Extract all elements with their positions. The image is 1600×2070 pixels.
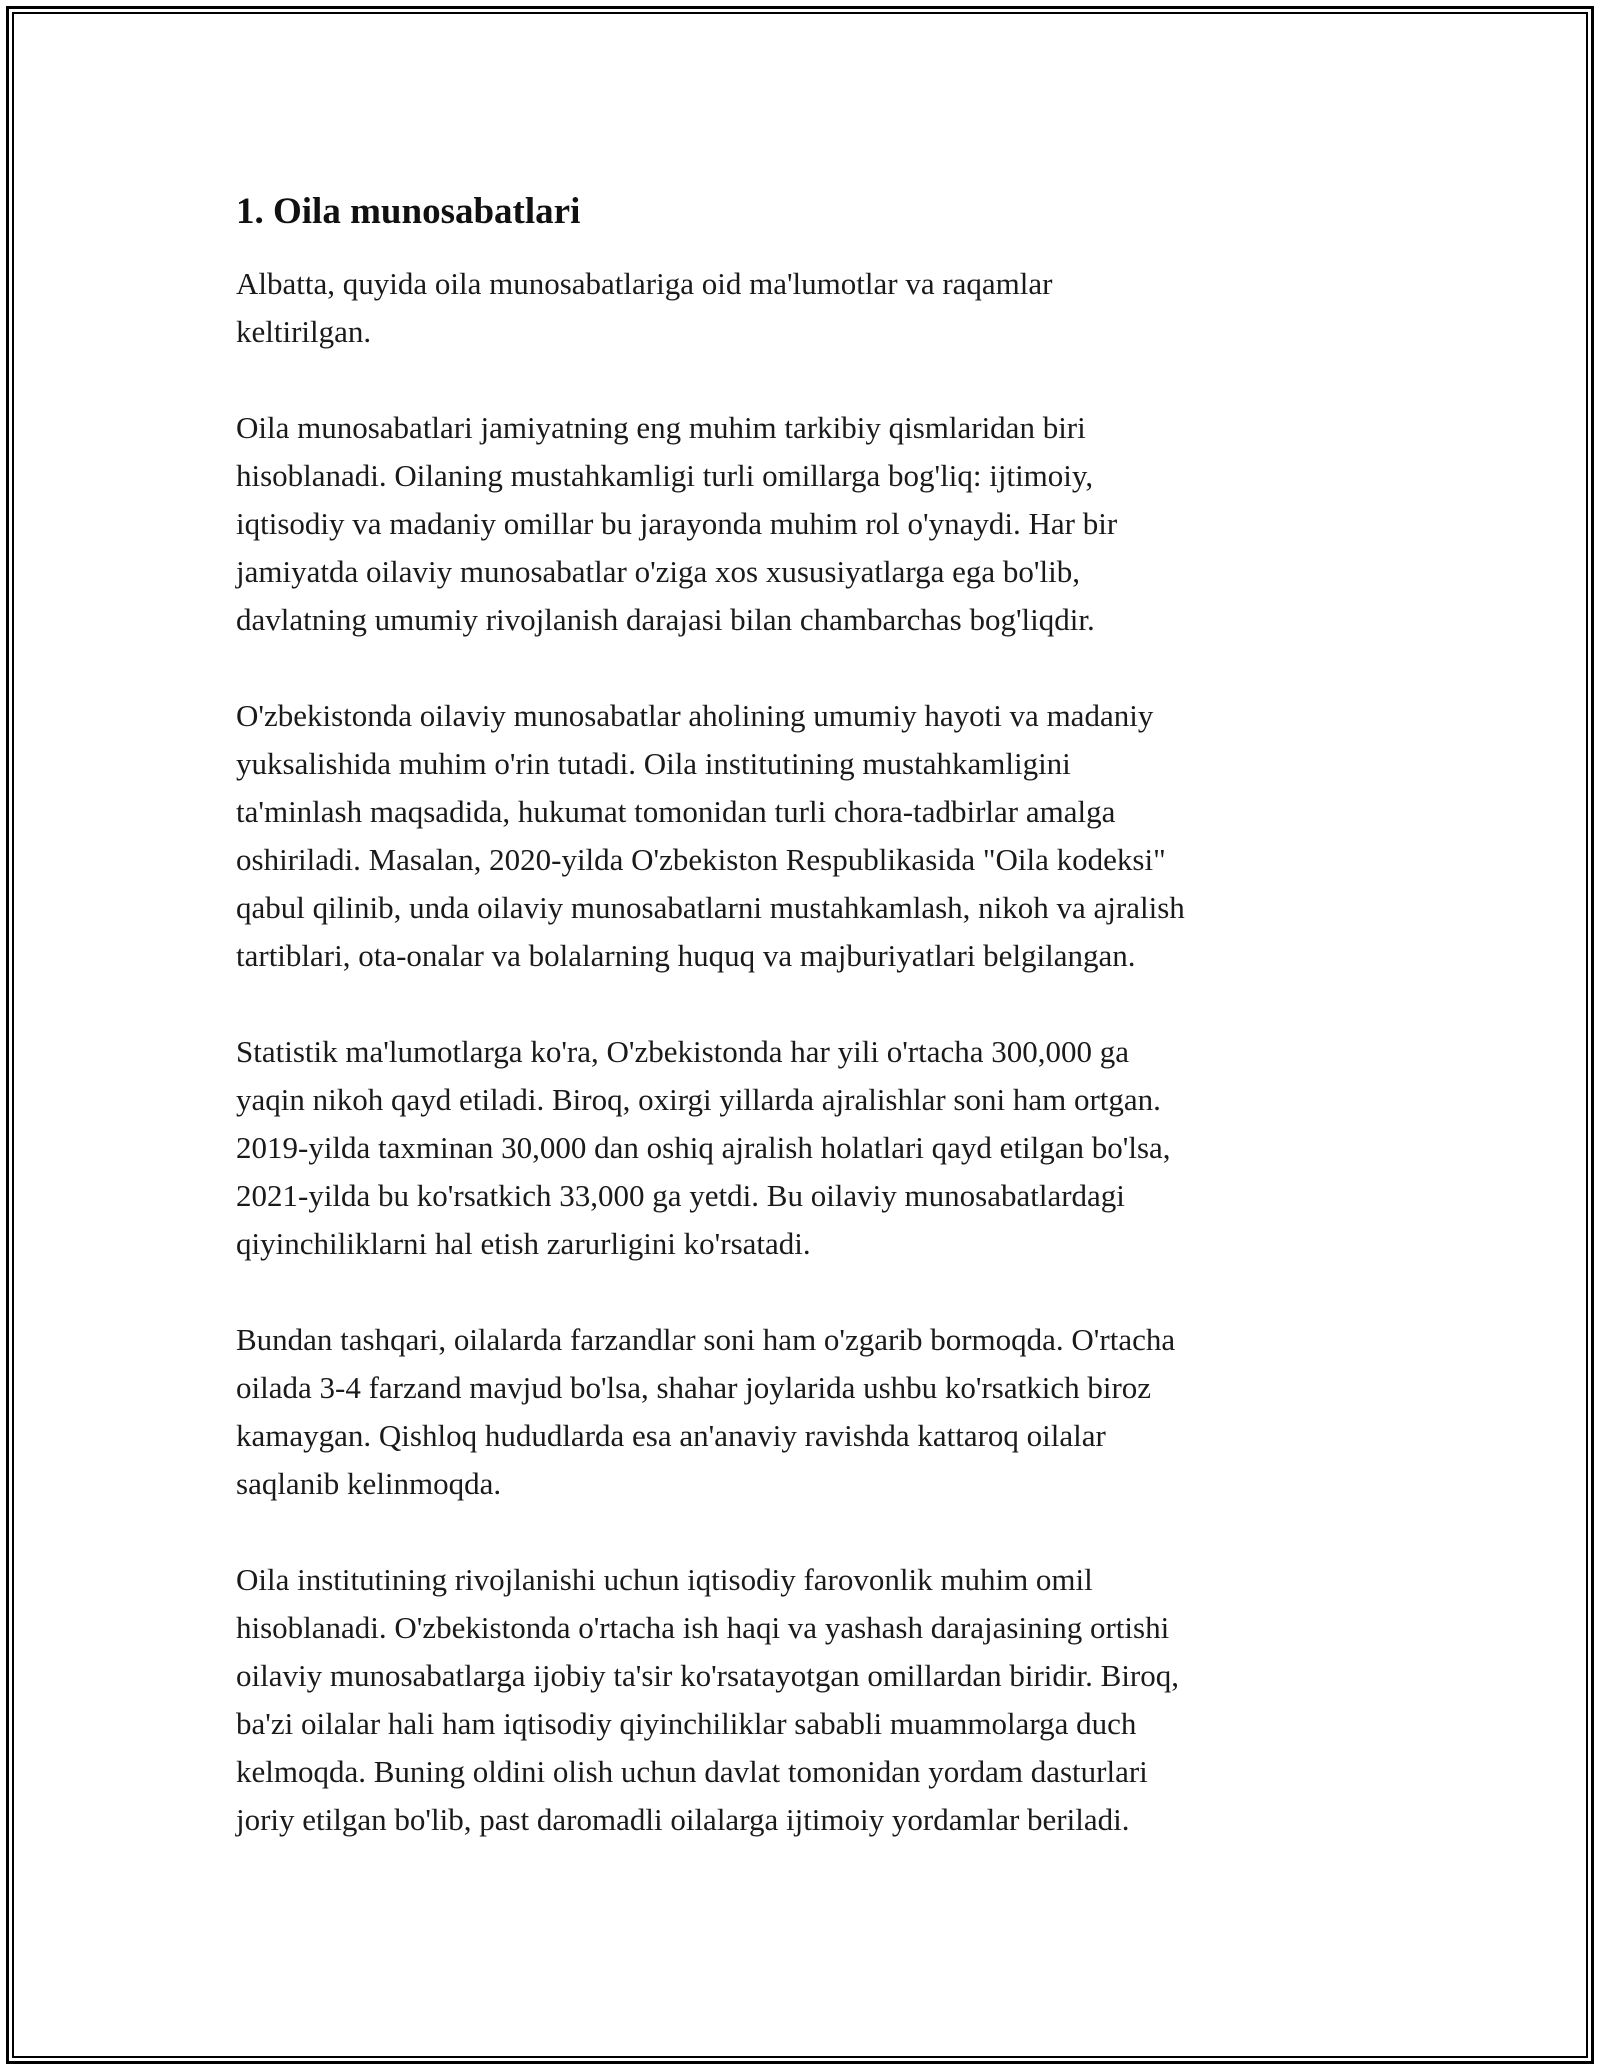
section-heading: 1. Oila munosabatlari [236, 191, 581, 232]
paragraph-family-relations: Oila munosabatlari jamiyatning eng muhim tarkibiy qismlaridan biri hisoblanadi. Oilaning mustahkamligi turli omillarga bog'liq: ijtimoiy, iqtisodiy va madaniy omillar bu jarayonda muhim rol o'ynaydi. Har bir jamiyatda oilaviy munosabatlar o'ziga xos xususiyatlarga ega bo'lib, davlatning umumiy rivojlanish darajasi bilan chambarchas bog'liqdir. [236, 410, 1118, 637]
paragraph-economic-welfare: Oila institutining rivojlanishi uchun iqtisodiy farovonlik muhim omil hisoblanadi. O'zbekistonda o'rtacha ish haqi va yashash darajasining ortishi oilaviy munosabatlarga ijobiy ta'sir ko'rsatayotgan omillardan biridir. Biroq, ba'zi oilalar hali ham iqtisodiy qiyinchiliklar sababli muammolarga duch kelmoqda. Buning oldini olish uchun davlat tomonidan yordam dasturlari joriy etilgan bo'lib, past daromadli oilalarga ijtimoiy yordamlar beriladi. [236, 1562, 1180, 1837]
paragraph-uzbekistan-family-code: O'zbekistonda oilaviy munosabatlar aholining umumiy hayoti va madaniy yuksalishida muhim o'rin tutadi. Oila institutining mustahkamligini ta'minlash maqsadida, hukumat tomonidan turli chora-tadbirlar amalga oshiriladi. Masalan, 2020-yilda O'zbekiston Respublikasida "Oila kodeksi" qabul qilinib, unda oilaviy munosabatlarni mustahkamlash, nikoh va ajralish tartiblari, ota-onalar va bolalarning huquq va majburiyatlari belgilangan. [236, 698, 1185, 973]
paragraph-children-count: Bundan tashqari, oilalarda farzandlar soni ham o'zgarib bormoqda. O'rtacha oilada 3-4 farzand mavjud bo'lsa, shahar joylarida ushbu ko'rsatkich biroz kamaygan. Qishloq hududlarda esa an'anaviy ravishda kattaroq oilalar saqlanib kelinmoqda. [236, 1322, 1176, 1501]
document-body [236, 188, 1386, 1892]
paragraph-intro: Albatta, quyida oila munosabatlariga oid ma'lumotlar va raqamlar keltirilgan. [236, 266, 1053, 349]
paragraph-statistics: Statistik ma'lumotlarga ko'ra, O'zbekistonda har yili o'rtacha 300,000 ga yaqin nikoh qayd etiladi. Biroq, oxirgi yillarda ajralishlar soni ham ortgan. 2019-yilda taxminan 30,000 dan oshiq ajralish holatlari qayd etilgan bo'lsa, 2021-yilda bu ko'rsatkich 33,000 ga yetdi. Bu oilaviy munosabatlardagi qiyinchiliklarni hal etish zarurligini ko'rsatadi. [236, 1034, 1171, 1261]
